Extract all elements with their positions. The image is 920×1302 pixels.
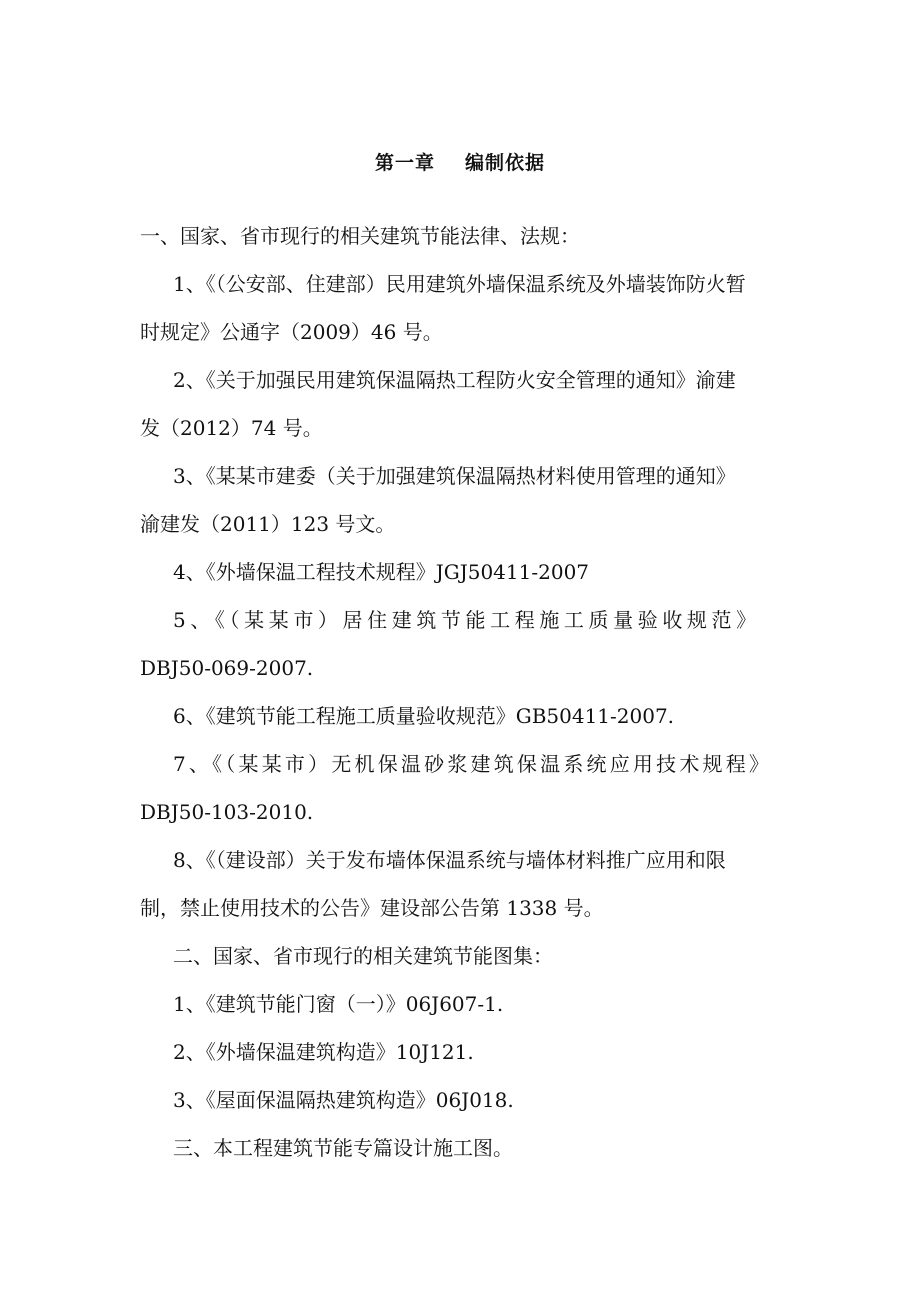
list-item-continuation: 时规定》公通字（2009）46 号。 [140, 320, 443, 344]
list-item-continuation: 渝建发（2011）123 号文。 [140, 512, 396, 536]
list-item: 3、《某某市建委（关于加强建筑保温隔热材料使用管理的通知》 [173, 464, 736, 488]
list-item: 1、《（公安部、住建部）民用建筑外墙保温系统及外墙装饰防火暂 [173, 272, 746, 296]
chapter-number: 第一章 [374, 152, 435, 174]
list-item: 7、《（某某市）无机保温砂浆建筑保温系统应用技术规程》 [173, 752, 773, 776]
list-item: 3、《屋面保温隔热建筑构造》06J018. [173, 1088, 514, 1112]
list-item: 6、《建筑节能工程施工质量验收规范》GB50411-2007. [173, 704, 675, 728]
list-item: 8、《（建设部）关于发布墙体保温系统与墙体材料推广应用和限 [173, 848, 726, 872]
section-heading-drawings: 三、本工程建筑节能专篇设计施工图。 [173, 1136, 513, 1160]
section-heading-atlases: 二、国家、省市现行的相关建筑节能图集： [173, 944, 553, 968]
list-item: 2、《关于加强民用建筑保温隔热工程防火安全管理的通知》渝建 [173, 368, 736, 392]
chapter-title [0, 148, 920, 175]
chapter-name: 编制依据 [465, 152, 546, 174]
list-item-continuation: DBJ50-103-2010. [140, 800, 314, 824]
section-heading-laws: 一、国家、省市现行的相关建筑节能法律、法规： [140, 224, 580, 248]
list-item: 1、《建筑节能门窗（一）》06J607-1. [173, 992, 504, 1016]
list-item-continuation: DBJ50-069-2007. [140, 656, 314, 680]
list-item-continuation: 制，禁止使用技术的公告》建设部公告第 1338 号。 [140, 896, 604, 920]
list-item: 5、《（某某市）居住建筑节能工程施工质量验收规范》 [173, 608, 761, 632]
list-item: 2、《外墙保温建筑构造》10J121. [173, 1040, 474, 1064]
list-item: 4、《外墙保温工程技术规程》JGJ50411-2007 [173, 560, 590, 584]
list-item-continuation: 发（2012）74 号。 [140, 416, 323, 440]
